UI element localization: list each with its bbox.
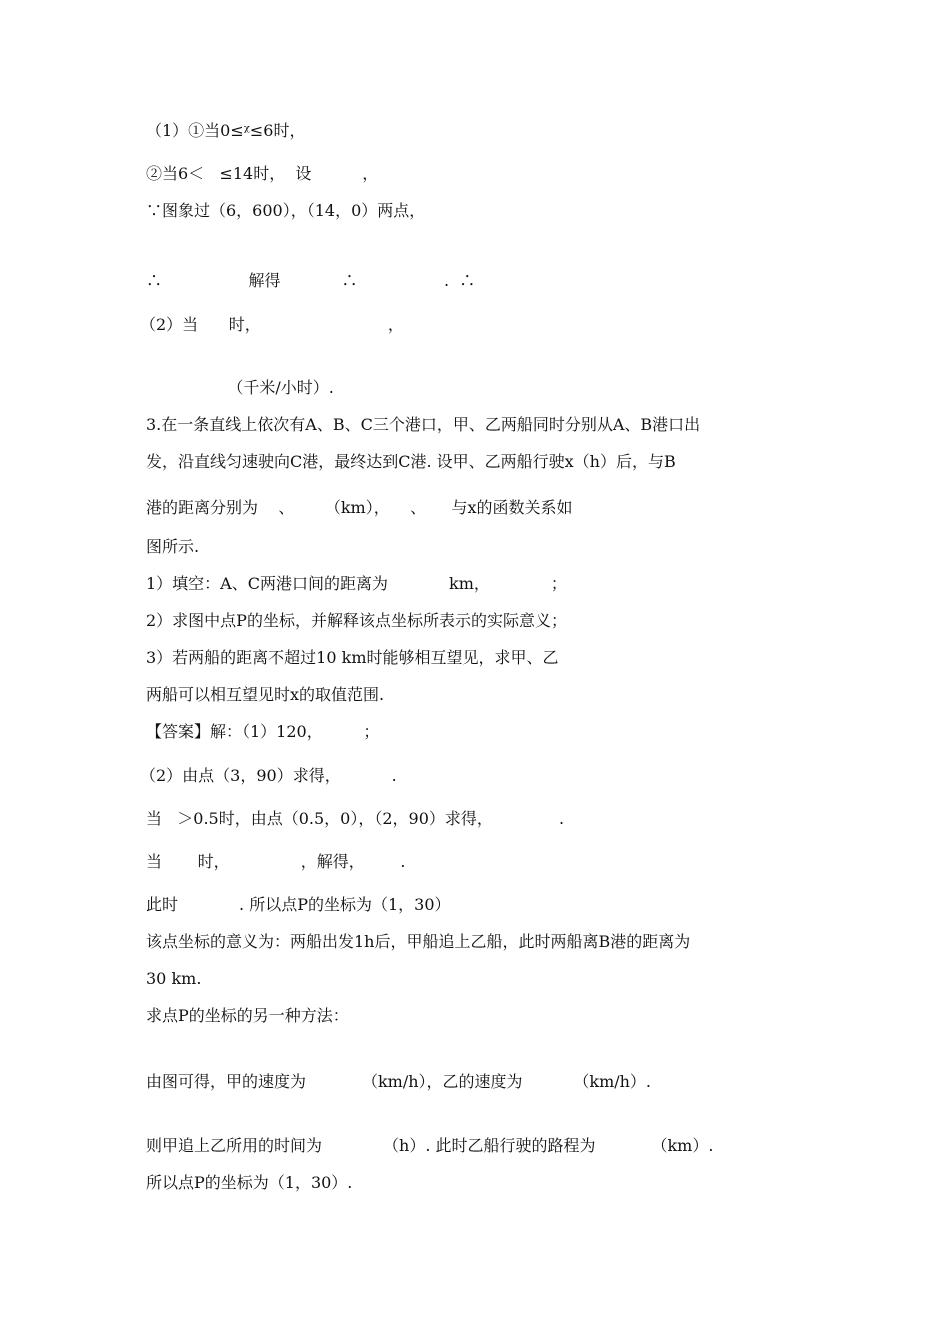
text-line: ②当6＜ ≤14时， 设 ，: [146, 164, 379, 183]
text-line: ∵图象过（6，600），（14，0）两点，: [146, 201, 426, 220]
text-line: 此时 . 所以点P的坐标为（1，30）: [146, 895, 451, 914]
text-line: 求点P的坐标的另一种方法：: [146, 1006, 349, 1025]
text-line: 30 km.: [146, 969, 202, 988]
text-line: 3）若两船的距离不超过10 km时能够相互望见，求甲、乙: [146, 648, 559, 667]
text-line: ∴ 解得 ∴ . ∴: [146, 271, 476, 290]
text-line: （2）由点（3，90）求得， .: [140, 766, 397, 785]
answer-heading: 【答案】解：（1）120， ；: [146, 722, 380, 741]
text-line: 3.在一条直线上依次有A、B、C三个港口，甲、乙两船同时分别从A、B港口出: [146, 415, 701, 434]
text-line: 当 ＞0.5时，由点（0.5，0），（2，90）求得， .: [146, 809, 565, 828]
text-line: （1）①当0≤ᵡ≤6时，: [146, 121, 306, 140]
text-line: 该点坐标的意义为：两船出发1h后，甲船追上乙船，此时两船离B港的距离为: [146, 932, 691, 951]
text-line: （千米/小时）.: [146, 378, 334, 397]
text-line: 由图可得，甲的速度为 （km/h），乙的速度为 （km/h）.: [146, 1072, 652, 1091]
text-line: 当 时， ，解得， .: [146, 852, 406, 871]
text-line: 所以点P的坐标为（1，30）.: [146, 1173, 353, 1192]
text-line: 两船可以相互望见时x的取值范围.: [146, 685, 385, 704]
text-line: 则甲追上乙所用的时间为 （h）. 此时乙船行驶的路程为 （km）.: [146, 1136, 714, 1155]
text-line: 2）求图中点P的坐标，并解释该点坐标所表示的实际意义；: [146, 611, 567, 630]
text-line: 1）填空：A、C两港口间的距离为 km， ；: [146, 574, 567, 593]
text-line: 发，沿直线匀速驶向C港，最终达到C港. 设甲、乙两船行驶x（h）后，与B: [146, 452, 676, 471]
text-line: （2）当 时， ，: [140, 315, 404, 334]
text-line: 港的距离分别为 、 （km）， 、 与x的函数关系如: [146, 498, 573, 517]
text-line: 图所示.: [146, 537, 200, 556]
